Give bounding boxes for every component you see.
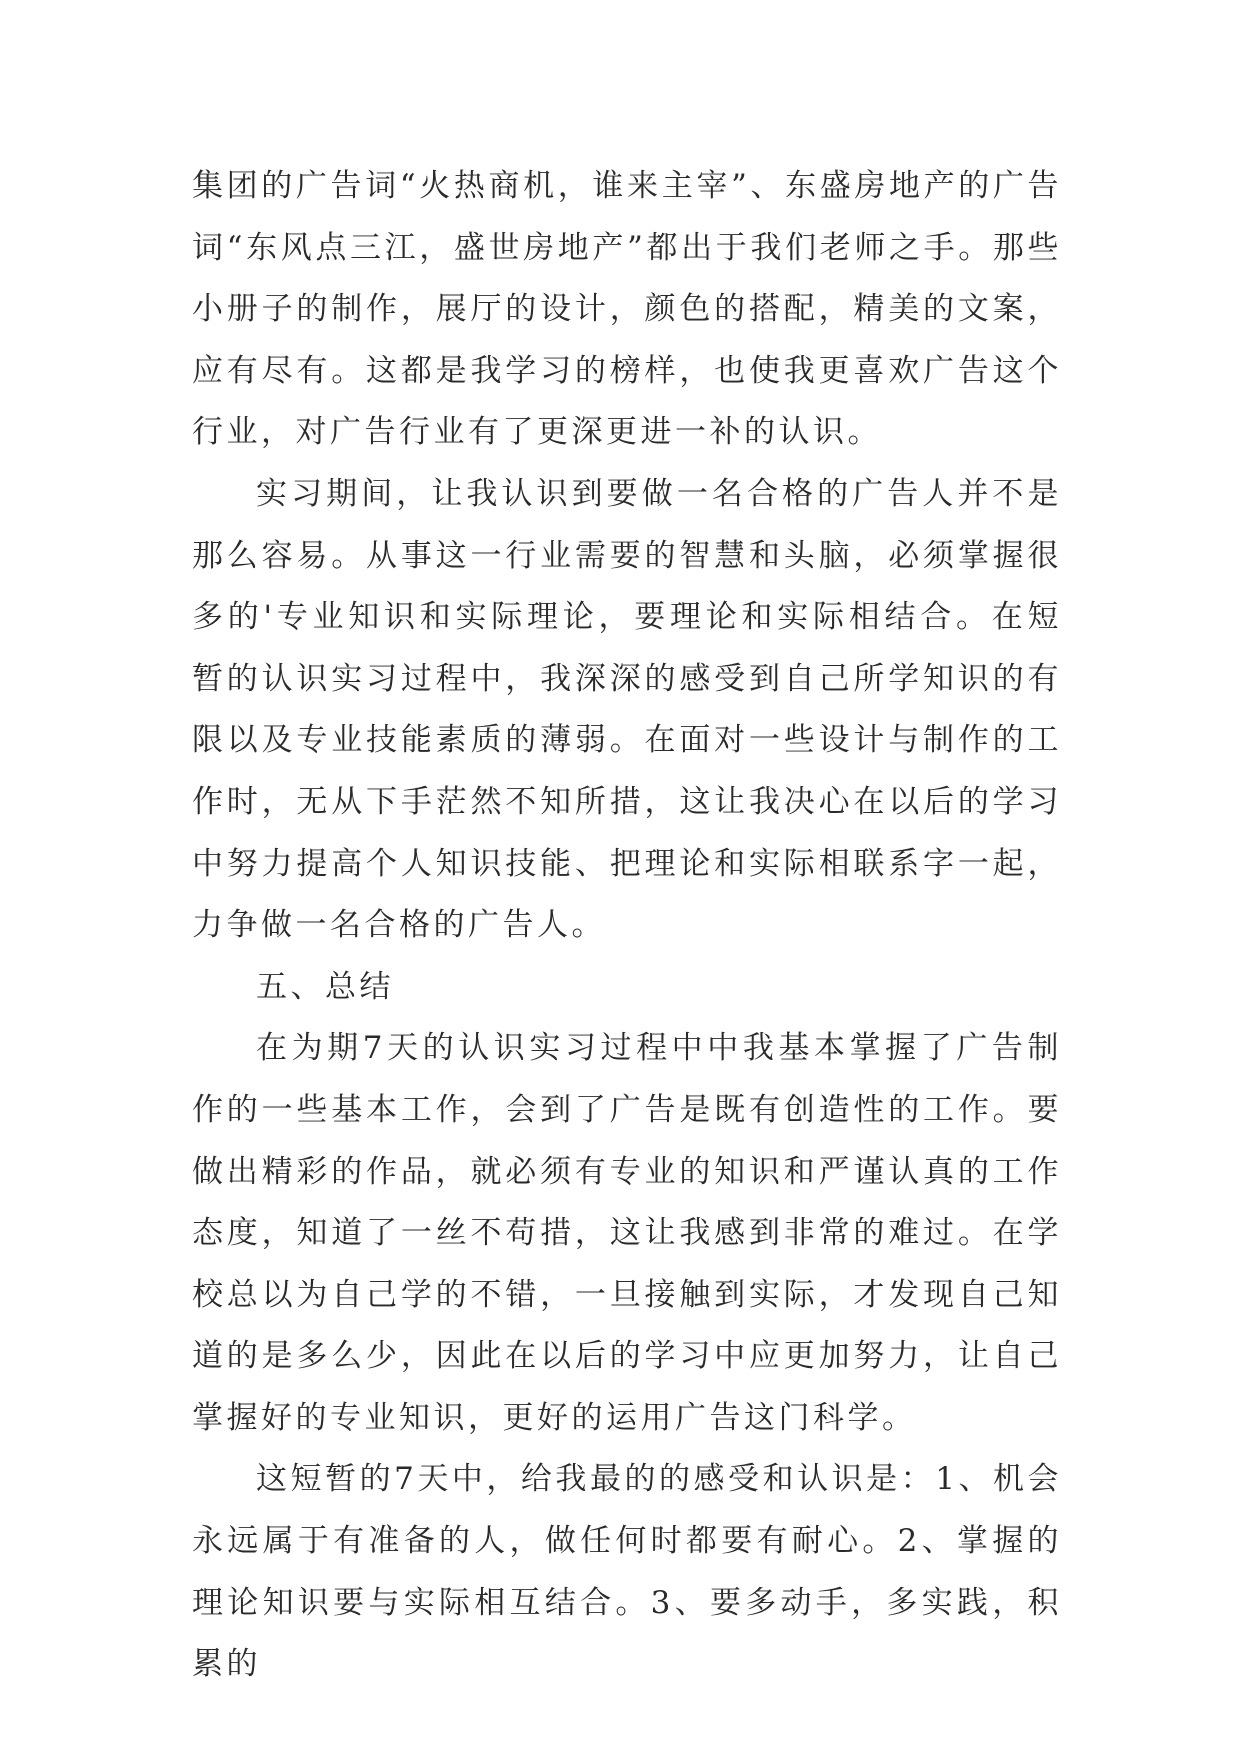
section-heading: 五、总结 [256,968,394,1005]
paragraph: 集团的广告词“火热商机，谁来主宰”、东盛房地产的广告词“东风点三江，盛世房地产”都出于我们老师之手。那些小册子的制作，展厅的设计，颜色的搭配，精美的文案，应有尽有。这都是我学习的榜样，也使我更喜欢广告这个行业，对广告行业有了更深更进一补的认识。 [192,168,1062,451]
paragraph: 在为期7天的认识实习过程中中我基本掌握了广告制作的一些基本工作，会到了广告是既有创造性的工作。要做出精彩的作品，就必须有专业的知识和严谨认真的工作态度，知道了一丝不苟措，这让我感到非常的难过。在学校总以为自己学的不错，一旦接触到实际，才发现自己知道的是多么少，因此在以后的学习中应更加努力，让自己掌握好的专业知识，更好的运用广告这门科学。 [192,1030,1062,1436]
document-body [192,156,1062,1696]
paragraph: 实习期间，让我认识到要做一名合格的广告人并不是那么容易。从事这一行业需要的智慧和头脑，必须掌握很多的'专业知识和实际理论，要理论和实际相结合。在短暂的认识实习过程中，我深深的感受到自己所学知识的有限以及专业技能素质的薄弱。在面对一些设计与制作的工作时，无从下手茫然不知所措，这让我决心在以后的学习中努力提高个人知识技能、把理论和实际相联系字一起，力争做一名合格的广告人。 [192,475,1062,944]
paragraph: 这短暂的7天中，给我最的的感受和认识是：1、机会永远属于有准备的人，做任何时都要有耐心。2、掌握的理论知识要与实际相互结合。3、要多动手，多实践，积累的 [192,1461,1062,1683]
